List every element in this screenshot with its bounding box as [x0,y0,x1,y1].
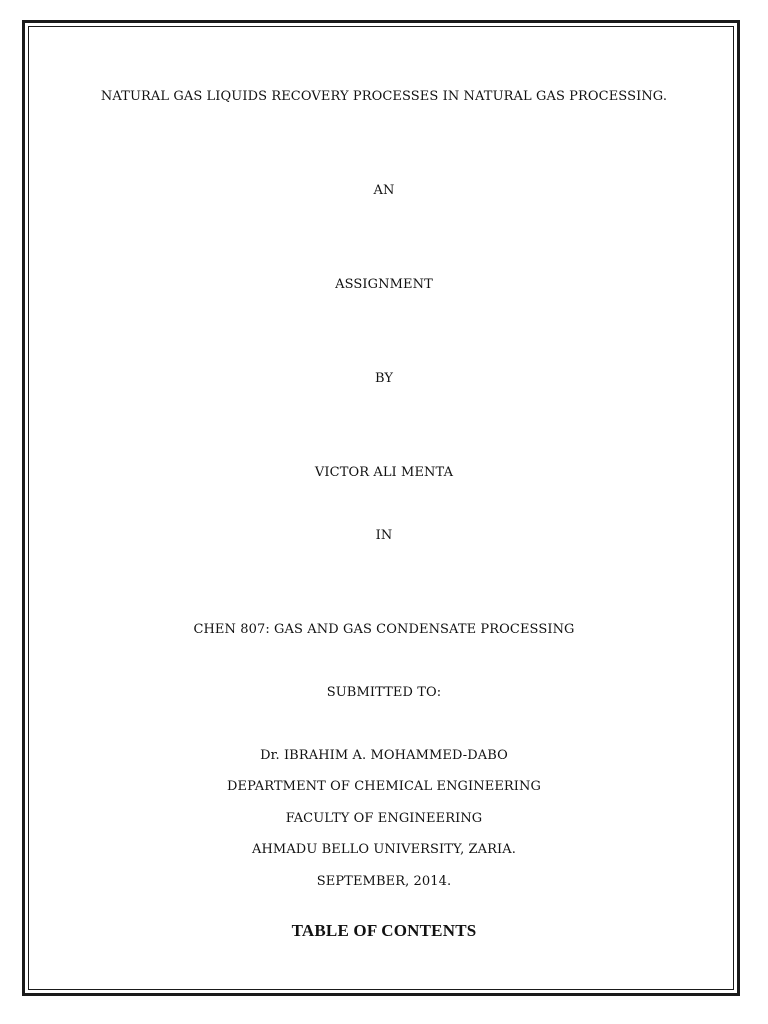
submitted-to-label: SUBMITTED TO: [326,685,442,700]
line-assignment: ASSIGNMENT [335,277,433,292]
supervisor-name: Dr. IBRAHIM A. MOHAMMED-DABO [260,748,508,763]
line-by: BY [374,371,394,386]
line-an: AN [373,183,395,198]
document-title: NATURAL GAS LIQUIDS RECOVERY PROCESSES IN NATURAL GAS PROCESSING. [100,89,668,104]
table-of-contents-heading: TABLE OF CONTENTS [291,921,477,940]
course-title: CHEN 807: GAS AND GAS CONDENSATE PROCESSING [193,622,575,637]
faculty-name: FACULTY OF ENGINEERING [285,811,483,826]
submission-date: SEPTEMBER, 2014. [316,874,452,889]
author-name: VICTOR ALI MENTA [314,465,454,480]
line-in: IN [375,528,393,543]
university-name: AHMADU BELLO UNIVERSITY, ZARIA. [251,842,516,857]
department-name: DEPARTMENT OF CHEMICAL ENGINEERING [226,779,542,794]
